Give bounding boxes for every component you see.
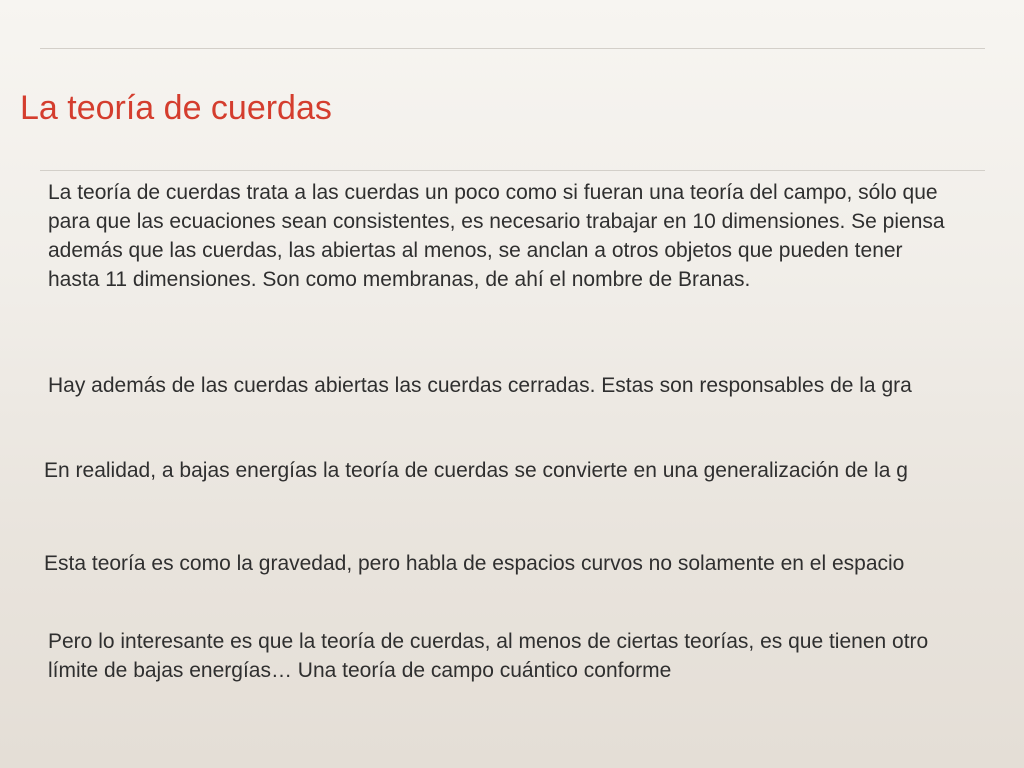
slide-title: La teoría de cuerdas	[20, 89, 332, 127]
paragraph-gravity: Esta teoría es como la gravedad, pero habla de espacios curvos no solamente en el espacio	[44, 552, 905, 575]
title-divider	[40, 170, 985, 171]
paragraph-string-theory-intro: La teoría de cuerdas trata a las cuerdas un poco como si fueran una teoría del campo, sólo que para que las ecuaciones sean consistentes, es necesario trabajar en 10 dimensiones. Se piensa además que las cuerdas, las abiertas al menos, se anclan a otros objetos que pueden tener hasta 11 dimensiones. Son como membranas, de ahí el nombre de Branas.	[48, 181, 945, 291]
top-divider	[40, 48, 985, 49]
paragraph-closed-strings: Hay además de las cuerdas abiertas las cuerdas cerradas. Estas son responsables de la gra	[48, 374, 912, 397]
paragraph-low-energy: En realidad, a bajas energías la teoría de cuerdas se convierte en una generalización de la g	[44, 459, 908, 482]
paragraph-conformal-field-theory: Pero lo interesante es que la teoría de cuerdas, al menos de ciertas teorías, es que tienen otro límite de bajas energías… Una teoría de campo cuántico conforme	[48, 630, 929, 682]
